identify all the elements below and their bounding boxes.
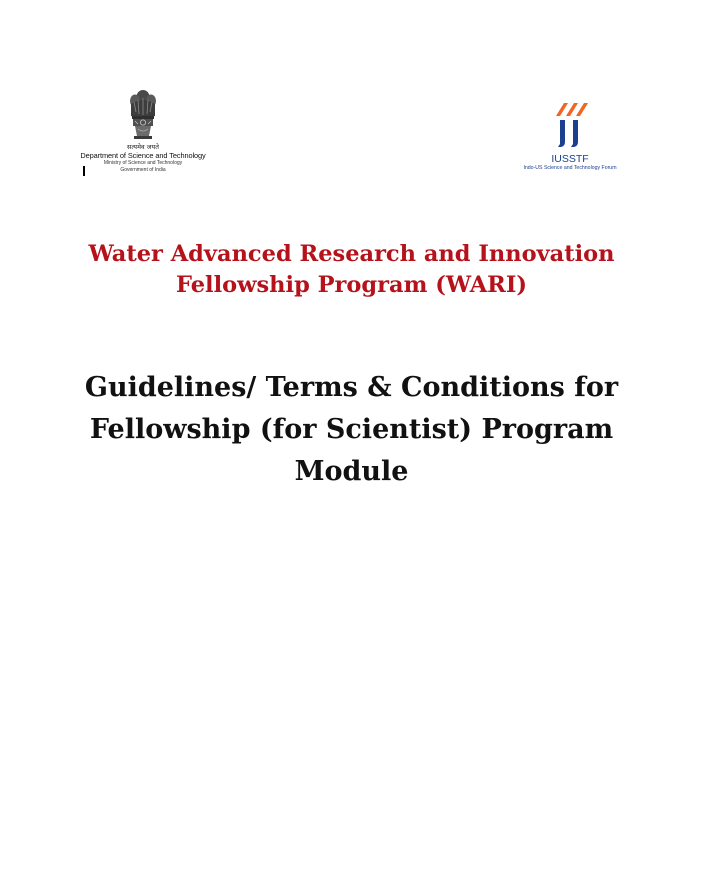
iusstf-full-name: Indo-US Science and Technology Forum — [523, 165, 617, 171]
document-title-line: Fellowship (for Scientist) Program — [89, 414, 614, 445]
text-cursor — [83, 166, 85, 176]
iusstf-logo — [512, 100, 628, 172]
iusstf-name: IUSSTF — [551, 153, 589, 165]
dst-motto: सत्यमेव जयते — [127, 143, 159, 151]
dst-ministry: Ministry of Science and Technology — [103, 160, 183, 166]
document-title-line: Module — [294, 456, 409, 487]
program-title-line: Water Advanced Research and Innovation — [88, 241, 615, 267]
dst-name: Department of Science and Technology — [80, 151, 206, 160]
document-title-line: Guidelines/ Terms & Conditions for — [84, 372, 619, 403]
document-title — [40, 367, 663, 493]
program-title — [40, 239, 663, 301]
dst-logo — [80, 88, 206, 173]
dst-government: Government of India — [120, 166, 166, 173]
iusstf-mark-icon — [550, 100, 590, 152]
ashoka-emblem-icon — [126, 88, 160, 142]
program-title-line: Fellowship Program (WARI) — [175, 272, 528, 298]
